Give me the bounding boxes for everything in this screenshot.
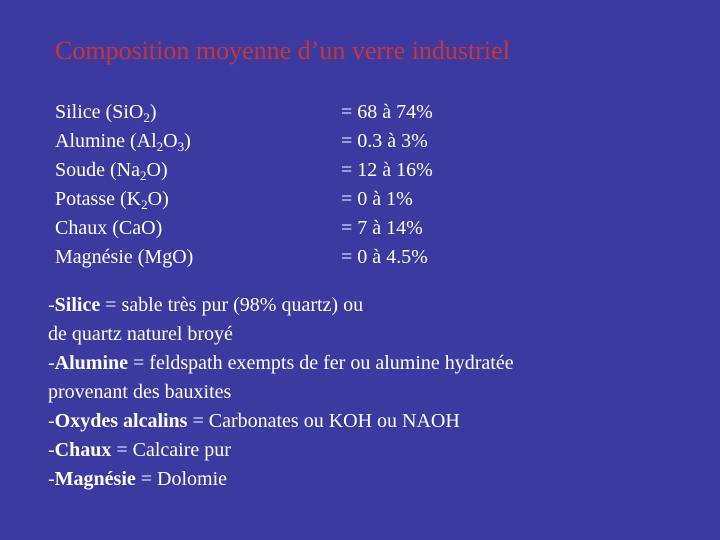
note-line: -Magnésie = Dolomie xyxy=(48,468,228,490)
note-line: provenant des bauxites xyxy=(48,381,232,403)
component-name: Alumine $(Al_2O_3)$ xyxy=(55,130,191,154)
component-name: Potasse $(K_2O)$ xyxy=(55,188,169,212)
component-value: = 7 à 14% xyxy=(341,217,423,239)
component-value: = 12 à 16% xyxy=(341,159,433,181)
note-line: de quartz naturel broyé xyxy=(48,323,233,345)
note-line: -Oxydes alcalins = Carbonates ou KOH ou NAOH xyxy=(48,410,460,432)
component-value: = 0 à 4.5% xyxy=(341,246,428,268)
note-line: -Silice = sable très pur (98% quartz) ou xyxy=(48,294,364,316)
component-name: Silice (SiO$_2$) xyxy=(55,101,157,125)
component-value: = 68 à 74% xyxy=(341,101,433,123)
note-line: -Chaux = Calcaire pur xyxy=(48,439,231,461)
note-line: -Alumine = feldspath exempts de fer ou alumine hydratée xyxy=(48,352,514,374)
component-value: = 0 à 1% xyxy=(341,188,413,210)
component-name: Chaux (CaO) xyxy=(55,217,163,239)
component-value: = 0.3 à 3% xyxy=(341,130,428,152)
component-name: Magnésie (MgO) xyxy=(55,246,194,268)
slide-title: Composition moyenne d’un verre industriel xyxy=(55,36,510,65)
notes-list xyxy=(48,291,514,494)
component-name: Soude $(Na_2O)$ xyxy=(55,159,168,183)
